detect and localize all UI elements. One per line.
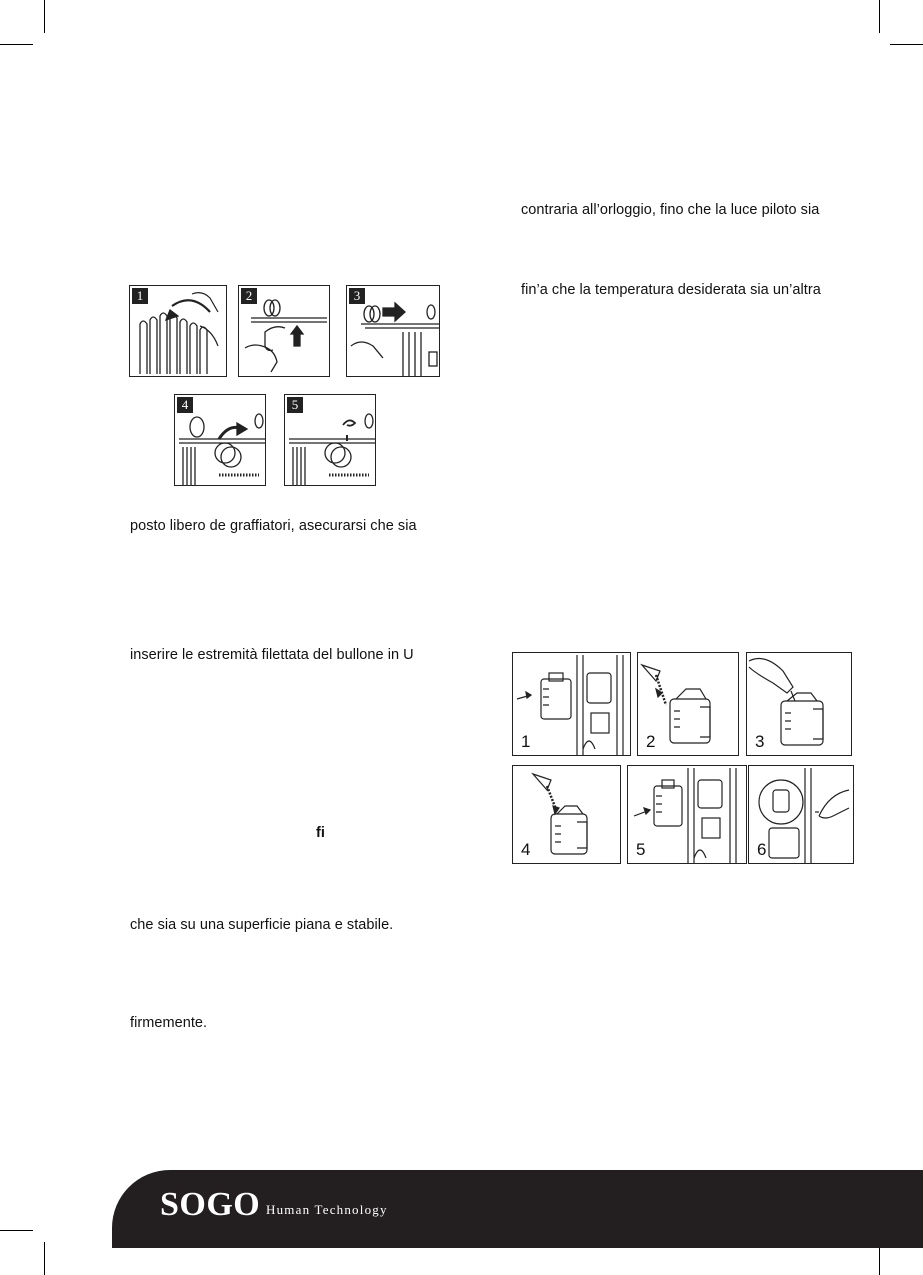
assembly-step-5-panel bbox=[284, 394, 376, 486]
radiator-fins-illustration bbox=[130, 286, 226, 376]
assembly-step-4-panel bbox=[174, 394, 266, 486]
left-text-line-5: firmemente. bbox=[130, 1015, 208, 1031]
tank-step-2-panel bbox=[637, 652, 739, 756]
tank-step-3-panel bbox=[746, 652, 852, 756]
assembly-step-3-panel bbox=[346, 285, 440, 377]
u-bolt-illustration bbox=[239, 286, 329, 376]
footer-band bbox=[112, 1170, 923, 1248]
tank-reinsert-illustration bbox=[628, 766, 746, 863]
tank-step-6-panel bbox=[748, 765, 854, 864]
tank-step-1-panel bbox=[512, 652, 631, 756]
step-number: 3 bbox=[755, 732, 765, 751]
step-number: 1 bbox=[132, 288, 148, 304]
left-text-line-2: inserire le estremità filettata del bullone in U bbox=[130, 647, 414, 663]
crop-mark bbox=[0, 44, 33, 45]
wheel-mounting-illustration bbox=[347, 286, 439, 376]
left-text-line-3: fi bbox=[316, 825, 325, 841]
step-number: 4 bbox=[177, 397, 193, 413]
step-number: 1 bbox=[521, 732, 531, 751]
tank-step-5-panel bbox=[627, 765, 747, 864]
assembly-step-2-panel bbox=[238, 285, 330, 377]
left-text-line-1: posto libero de graffiatori, asecurarsi che sia bbox=[130, 518, 417, 534]
wheel-rotate-illustration bbox=[175, 395, 265, 485]
tank-step-4-panel bbox=[512, 765, 621, 864]
step-number: 3 bbox=[349, 288, 365, 304]
crop-mark bbox=[0, 1230, 33, 1231]
step-number: 2 bbox=[241, 288, 257, 304]
step-number: 5 bbox=[636, 840, 646, 859]
step-number: 2 bbox=[646, 732, 656, 751]
brand-logo: SOGO bbox=[160, 1186, 261, 1223]
wheel-tighten-illustration bbox=[285, 395, 375, 485]
crop-mark bbox=[44, 1242, 45, 1275]
crop-mark bbox=[44, 0, 45, 33]
crop-mark bbox=[890, 44, 923, 45]
tank-insert-illustration bbox=[513, 653, 630, 755]
left-text-line-4: che sia su una superficie piana e stabile. bbox=[130, 917, 394, 933]
crop-mark bbox=[879, 0, 880, 33]
assembly-step-1-panel bbox=[129, 285, 227, 377]
step-number: 5 bbox=[287, 397, 303, 413]
step-number: 6 bbox=[757, 840, 767, 859]
right-text-line-1: contraria all’orloggio, fino che la luce piloto sia bbox=[521, 202, 820, 218]
step-number: 4 bbox=[521, 840, 531, 859]
right-text-line-2: fin’a che la temperatura desiderata sia un’altra bbox=[521, 282, 821, 298]
brand-tagline: Human Technology bbox=[266, 1202, 388, 1217]
